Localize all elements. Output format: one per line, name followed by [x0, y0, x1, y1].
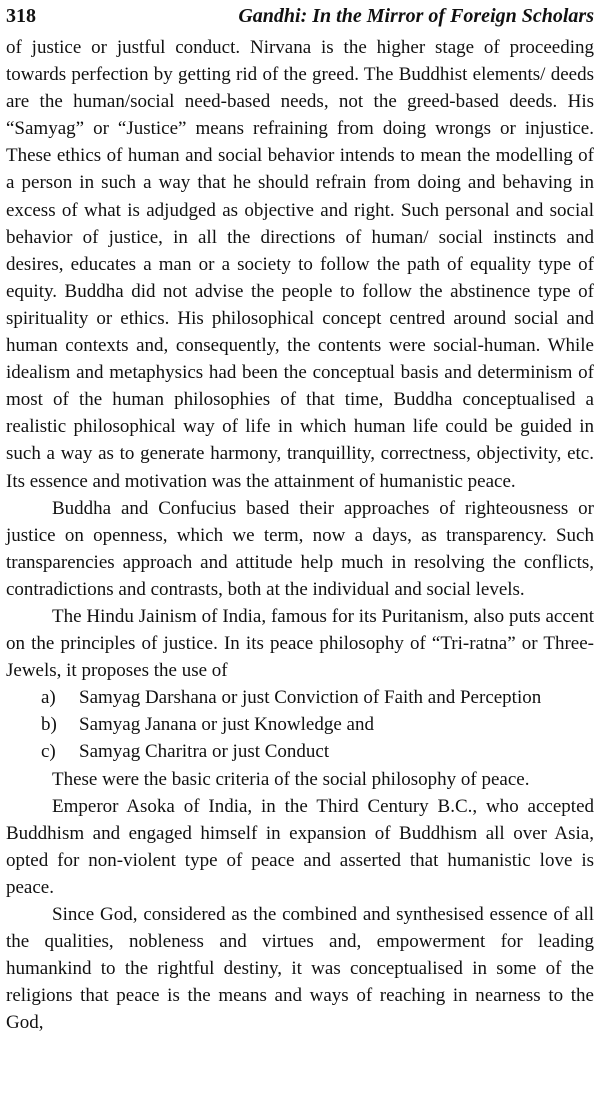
paragraph-jainism: The Hindu Jainism of India, famous for its Puritanism, also puts accent on the principles of justice. In its peace philosophy of “Tri-ratna” or Three-Jewels, it proposes the use of — [6, 605, 594, 682]
paragraph-asoka: Emperor Asoka of India, in the Third Century B.C., who accepted Buddhism and engaged himself in expansion of Buddhism all over Asia, opted for non-violent type of peace and asserted that humanistic love is peace. — [6, 795, 594, 898]
running-title: Gandhi: In the Mirror of Foreign Scholars — [238, 5, 594, 27]
list-marker: a) — [41, 687, 56, 709]
book-page — [6, 0, 594, 1100]
tri-ratna-list — [6, 684, 594, 765]
paragraph-transparency: Buddha and Confucius based their approaches of righteousness or justice on openness, which we term, now a days, as transparency. Such transparencies approach and attitude help much in resolving the conflicts, contradictions and contrasts, both at the individual and social levels. — [6, 497, 594, 600]
list-item — [41, 684, 594, 711]
list-item — [41, 711, 594, 738]
list-item — [41, 738, 594, 765]
list-marker: c) — [41, 741, 56, 763]
paragraph-criteria: These were the basic criteria of the social philosophy of peace. — [52, 768, 530, 790]
list-item-text: Samyag Janana or just Knowledge and — [79, 714, 374, 736]
list-item-text: Samyag Charitra or just Conduct — [79, 741, 330, 763]
list-marker: b) — [41, 714, 57, 736]
paragraph-buddhist-justice: of justice or justful conduct. Nirvana is the higher stage of proceeding towards perfection by getting rid of the greed. The Buddhist elements/ deeds are the human/social need-based needs, not the greed-based deeds. His “Samyag” or “Justice” means refraining from doing wrongs or injustice. These ethics of human and social behavior intends to mean the modelling of a person in such a way that he should refrain from doing and behaving in excess of what is adjudged as objective and right. Such personal and social behavior of justice, in all the directions of human/ social instincts and desires, educates a man or a society to follow the path of equality type of equity. Buddha did not advise the people to follow the abstinence type of spirituality or ethics. His philosophical concept centred around social and human contexts and, consequently, the contents were social-human. While idealism and metaphysics had been the conceptual basis and determinism of most of the human philosophies of that time, Buddha conceptualised a realistic philosophical way of life in which human life could be guided in such a way as to generate harmony, tranquillity, correctness, objectivity, etc. Its essence and motivation was the attainment of humanistic peace. — [6, 37, 594, 492]
paragraph-god: Since God, considered as the combined and synthesised essence of all the qualities, nobleness and virtues and, empowerment for leading humankind to the rightful destiny, it was conceptualised in some of the religions that peace is the means and ways of reaching in nearness to the God, — [6, 904, 594, 1034]
list-item-text: Samyag Darshana or just Conviction of Faith and Perception — [79, 687, 542, 709]
running-head — [6, 0, 594, 34]
body-text — [6, 34, 594, 1036]
page-number: 318 — [6, 5, 36, 27]
